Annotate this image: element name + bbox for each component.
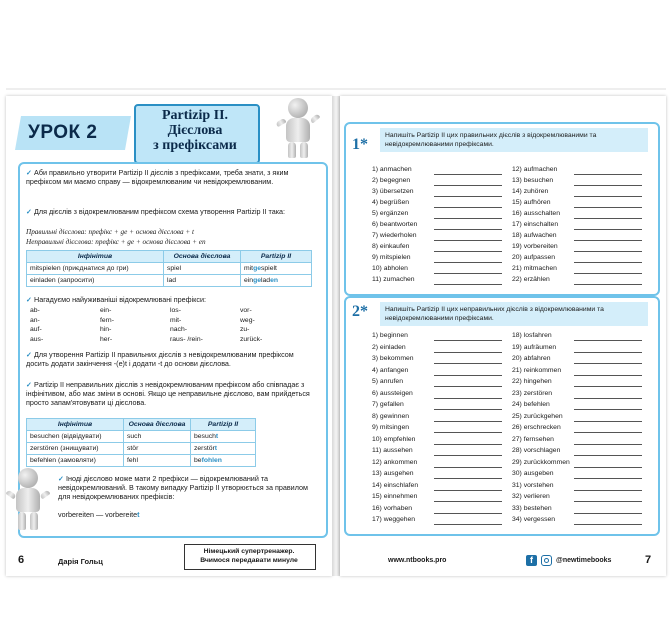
page-title — [134, 108, 256, 153]
answer-line[interactable] — [434, 185, 502, 186]
answer-line[interactable] — [574, 284, 642, 285]
answer-line[interactable] — [574, 229, 642, 230]
exercise-item: 14) zuhören — [512, 188, 549, 195]
paragraph-3: ✓ Нагадуємо найуживаніші відокремлювані префікси: — [26, 295, 207, 304]
exercise-item: 8) gewinnen — [372, 412, 410, 420]
book-spread — [6, 96, 666, 576]
answer-line[interactable] — [434, 524, 502, 525]
exercise-item: 12) aufmachen — [512, 166, 558, 173]
exercise-item: 4) begrüßen — [372, 199, 410, 206]
answer-line[interactable] — [434, 218, 502, 219]
answer-line[interactable] — [574, 444, 642, 445]
exercise-1-list — [372, 166, 652, 286]
prefix-grid: ab- ein- los- vor- an- fern- mit- weg- auf- hin- nach- zu- aus- her- raus- /rein- zurück- — [30, 307, 263, 343]
exercise-item: 6) beantworten — [372, 221, 418, 228]
answer-line[interactable] — [574, 273, 642, 274]
table-header: Partizip II — [191, 419, 256, 431]
exercise-item: 33) bestehen — [512, 504, 552, 512]
exercise-item: 9) mitspielen — [372, 254, 411, 261]
facebook-icon[interactable]: f — [526, 555, 537, 566]
book-slogan: Німецький супертренажер. Вчимося передавати минуле — [200, 548, 298, 564]
paragraph-4: ✓ Для утворення Partizip II правильних дієслів з невідокремлюваним префіксом досить додати закінчення -(e)t і додати -t до основи дієслова. — [26, 350, 294, 368]
paragraph-2: ✓ Для дієслів з відокремлюваним префіксом схема утворення Partizip II така: — [26, 207, 286, 216]
exercise-item: 23) zerstören — [512, 389, 553, 397]
exercise-item: 3) übersetzen — [372, 188, 414, 195]
table-separable — [26, 250, 312, 287]
check-icon: ✓ — [26, 295, 33, 304]
exercise-item: 18) aufwachen — [512, 232, 557, 239]
answer-line[interactable] — [574, 352, 642, 353]
answer-line[interactable] — [434, 398, 502, 399]
answer-line[interactable] — [434, 273, 502, 274]
exercise-item: 20) abfahren — [512, 355, 551, 362]
check-icon: ✓ — [58, 474, 65, 483]
exercise-item: 21) reinkommen — [512, 366, 562, 374]
exercise-item: 5) ergänzen — [372, 210, 409, 217]
title-line-1: Partizip II. — [161, 108, 229, 123]
answer-line[interactable] — [434, 467, 502, 468]
answer-line[interactable] — [574, 501, 642, 502]
table-row: zerstören (знищувати) stör zerstört — [27, 443, 256, 455]
exercise-2-list — [372, 332, 652, 528]
answer-line[interactable] — [574, 432, 642, 433]
exercise-1-instruction: Напишіть Partizip II цих правильних дієслів з відокремлюваними та невідокремлюваними префіксами. — [380, 128, 648, 152]
exercise-item: 26) erschrecken — [512, 424, 561, 431]
check-icon: ✓ — [26, 380, 33, 389]
paragraph-5: ✓ Partizip II неправильних дієслів з невідокремлюваним префіксом або співпадає з інфінітивом, або має зміни в основі. Якщо це неправильне дієслово, вам прийдеться просто запам'ятовувати ці дієслова. — [26, 380, 310, 407]
author-name: Дарія Гольц — [58, 557, 103, 566]
website-link[interactable]: www.ntbooks.pro — [388, 557, 447, 564]
exercise-item: 10) empfehlen — [372, 435, 416, 443]
answer-line[interactable] — [574, 398, 642, 399]
answer-line[interactable] — [434, 251, 502, 252]
answer-line[interactable] — [434, 340, 502, 341]
exercise-item: 34) vergessen — [512, 516, 556, 523]
answer-line[interactable] — [434, 444, 502, 445]
exercise-item: 11) aussehen — [372, 447, 413, 454]
exercise-item: 9) mitsingen — [372, 424, 410, 431]
rule-irregular: Неправильні дієслова: префікс + ge + основа дієслова + en — [26, 238, 206, 246]
exercise-item: 15) aufhören — [512, 199, 551, 206]
exercise-item: 14) einschlafen — [372, 481, 419, 489]
answer-line[interactable] — [574, 251, 642, 252]
answer-line[interactable] — [434, 375, 502, 376]
answer-line[interactable] — [434, 262, 502, 263]
answer-line[interactable] — [574, 262, 642, 263]
answer-line[interactable] — [574, 524, 642, 525]
answer-line[interactable] — [574, 421, 642, 422]
exercise-item: 20) aufpassen — [512, 254, 556, 261]
exercise-item: 21) mitmachen — [512, 265, 557, 272]
table-header: Основа дієслова — [164, 251, 241, 263]
table-header: Основа дієслова — [124, 419, 191, 431]
top-divider — [6, 88, 666, 90]
answer-line[interactable] — [574, 386, 642, 387]
exercise-item: 7) gefallen — [372, 401, 404, 408]
book-gutter — [332, 96, 340, 576]
exercise-item: 30) ausgeben — [512, 470, 554, 477]
answer-line[interactable] — [574, 513, 642, 514]
check-icon: ✓ — [26, 207, 33, 216]
exercise-item: 7) wiederholen — [372, 232, 417, 239]
right-page — [340, 96, 666, 576]
exercise-item: 22) erzählen — [512, 276, 550, 283]
table-header: Інфінітив — [27, 419, 124, 431]
table-row: besuchen (відвідувати) such besucht — [27, 431, 256, 443]
answer-line[interactable] — [434, 284, 502, 285]
exercise-item: 16) vorhaben — [372, 504, 413, 512]
robot-figure-icon — [276, 98, 320, 160]
exercise-item: 17) einschalten — [512, 221, 559, 228]
answer-line[interactable] — [574, 218, 642, 219]
answer-line[interactable] — [434, 174, 502, 175]
exercise-item: 6) aussteigen — [372, 389, 413, 397]
exercise-item: 24) befehlen — [512, 401, 550, 408]
answer-line[interactable] — [434, 501, 502, 502]
answer-line[interactable] — [434, 229, 502, 230]
answer-line[interactable] — [574, 490, 642, 491]
table-row: einladen (запросити) lad eingeladen — [27, 275, 312, 287]
answer-line[interactable] — [574, 363, 642, 364]
exercise-1-number: 1* — [352, 136, 368, 153]
paragraph-6: ✓ Іноді дієслово може мати 2 префікси — відокремлюваний та невідокремлюваний. В такому випадку Partizip II утворюється за правилом для невідокремлюваних префіксів: — [58, 474, 308, 501]
check-icon: ✓ — [26, 168, 33, 177]
exercise-item: 19) aufräumen — [512, 343, 557, 351]
exercise-item: 1) anmachen — [372, 166, 412, 173]
answer-line[interactable] — [434, 386, 502, 387]
answer-line[interactable] — [434, 432, 502, 433]
answer-line[interactable] — [574, 478, 642, 479]
answer-line[interactable] — [434, 352, 502, 353]
page-number: 6 — [18, 554, 25, 566]
exercise-item: 15) einnehmen — [372, 493, 418, 500]
exercise-item: 11) zumachen — [372, 276, 415, 283]
answer-line[interactable] — [574, 185, 642, 186]
check-icon: ✓ — [26, 350, 33, 359]
exercise-item: 2) einladen — [372, 343, 406, 351]
exercise-item: 22) hingehen — [512, 378, 552, 385]
rule-regular: Правильні дієслова: префікс + ge + основа дієслова + t — [26, 228, 195, 236]
answer-line[interactable] — [574, 207, 642, 208]
title-line-2: Дієслова — [167, 123, 223, 138]
lesson-label: УРОК 2 — [28, 122, 98, 143]
exercise-item: 1) beginnen — [372, 332, 408, 339]
answer-line[interactable] — [434, 363, 502, 364]
answer-line[interactable] — [434, 196, 502, 197]
answer-line[interactable] — [574, 467, 642, 468]
exercise-item: 8) einkaufen — [372, 243, 410, 250]
example-line: vorbereiten — vorbereitet — [58, 510, 140, 519]
instagram-icon[interactable] — [541, 555, 552, 566]
table-row: mitspielen (приєднатися до гри) spiel mitgespielt — [27, 263, 312, 275]
answer-line[interactable] — [574, 240, 642, 241]
exercise-item: 13) besuchen — [512, 177, 554, 184]
exercise-item: 13) ausgehen — [372, 470, 414, 477]
table-row: befehlen (замовляти) fehl befohlen — [27, 455, 256, 467]
social-handle[interactable]: @newtimebooks — [556, 557, 612, 564]
table-header: Інфінітив — [27, 251, 164, 263]
answer-line[interactable] — [574, 375, 642, 376]
left-page — [6, 96, 332, 576]
table-header: Partizip II — [241, 251, 312, 263]
exercise-item: 28) vorschlagen — [512, 447, 561, 454]
answer-line[interactable] — [434, 409, 502, 410]
exercise-item: 31) vorstehen — [512, 481, 554, 489]
exercise-item: 5) anrufen — [372, 378, 403, 385]
exercise-item: 32) verlieren — [512, 493, 550, 500]
exercise-item: 2) begegnen — [372, 177, 411, 184]
answer-line[interactable] — [434, 478, 502, 479]
exercise-item: 10) abholen — [372, 265, 408, 272]
answer-line[interactable] — [434, 421, 502, 422]
page-number: 7 — [645, 554, 652, 566]
table-inseparable — [26, 418, 256, 467]
title-line-3: з префіксами — [153, 138, 237, 153]
answer-line[interactable] — [434, 207, 502, 208]
exercise-item: 16) ausschalten — [512, 210, 560, 217]
exercise-item: 19) vorbereiten — [512, 243, 558, 250]
exercise-2-instruction: Напишіть Partizip II цих неправильних дієслів з відокремлюваними та невідокремлюваними префіксами. — [380, 302, 648, 326]
exercise-item: 25) zurückgehen — [512, 412, 563, 420]
answer-line[interactable] — [574, 409, 642, 410]
exercise-2-number: 2* — [352, 303, 368, 320]
robot-figure-icon — [8, 468, 48, 532]
paragraph-1: ✓ Аби правильно утворити Partizip II дієслів з префіксами, треба знати, з яким префіксом ми маємо справу — відокремлюваним чи невідокремлюваним. — [26, 168, 289, 186]
answer-line[interactable] — [574, 455, 642, 456]
answer-line[interactable] — [574, 340, 642, 341]
exercise-item: 29) zurückkommen — [512, 458, 570, 466]
answer-line[interactable] — [434, 513, 502, 514]
answer-line[interactable] — [574, 174, 642, 175]
exercise-item: 27) fernsehen — [512, 435, 554, 443]
answer-line[interactable] — [434, 455, 502, 456]
answer-line[interactable] — [574, 196, 642, 197]
exercise-item: 3) bekommen — [372, 355, 414, 362]
exercise-item: 17) weggehen — [372, 516, 416, 523]
exercise-item: 12) ankommen — [372, 458, 418, 466]
answer-line[interactable] — [434, 240, 502, 241]
exercise-item: 4) anfangen — [372, 366, 409, 374]
answer-line[interactable] — [434, 490, 502, 491]
exercise-item: 18) losfahren — [512, 332, 552, 339]
